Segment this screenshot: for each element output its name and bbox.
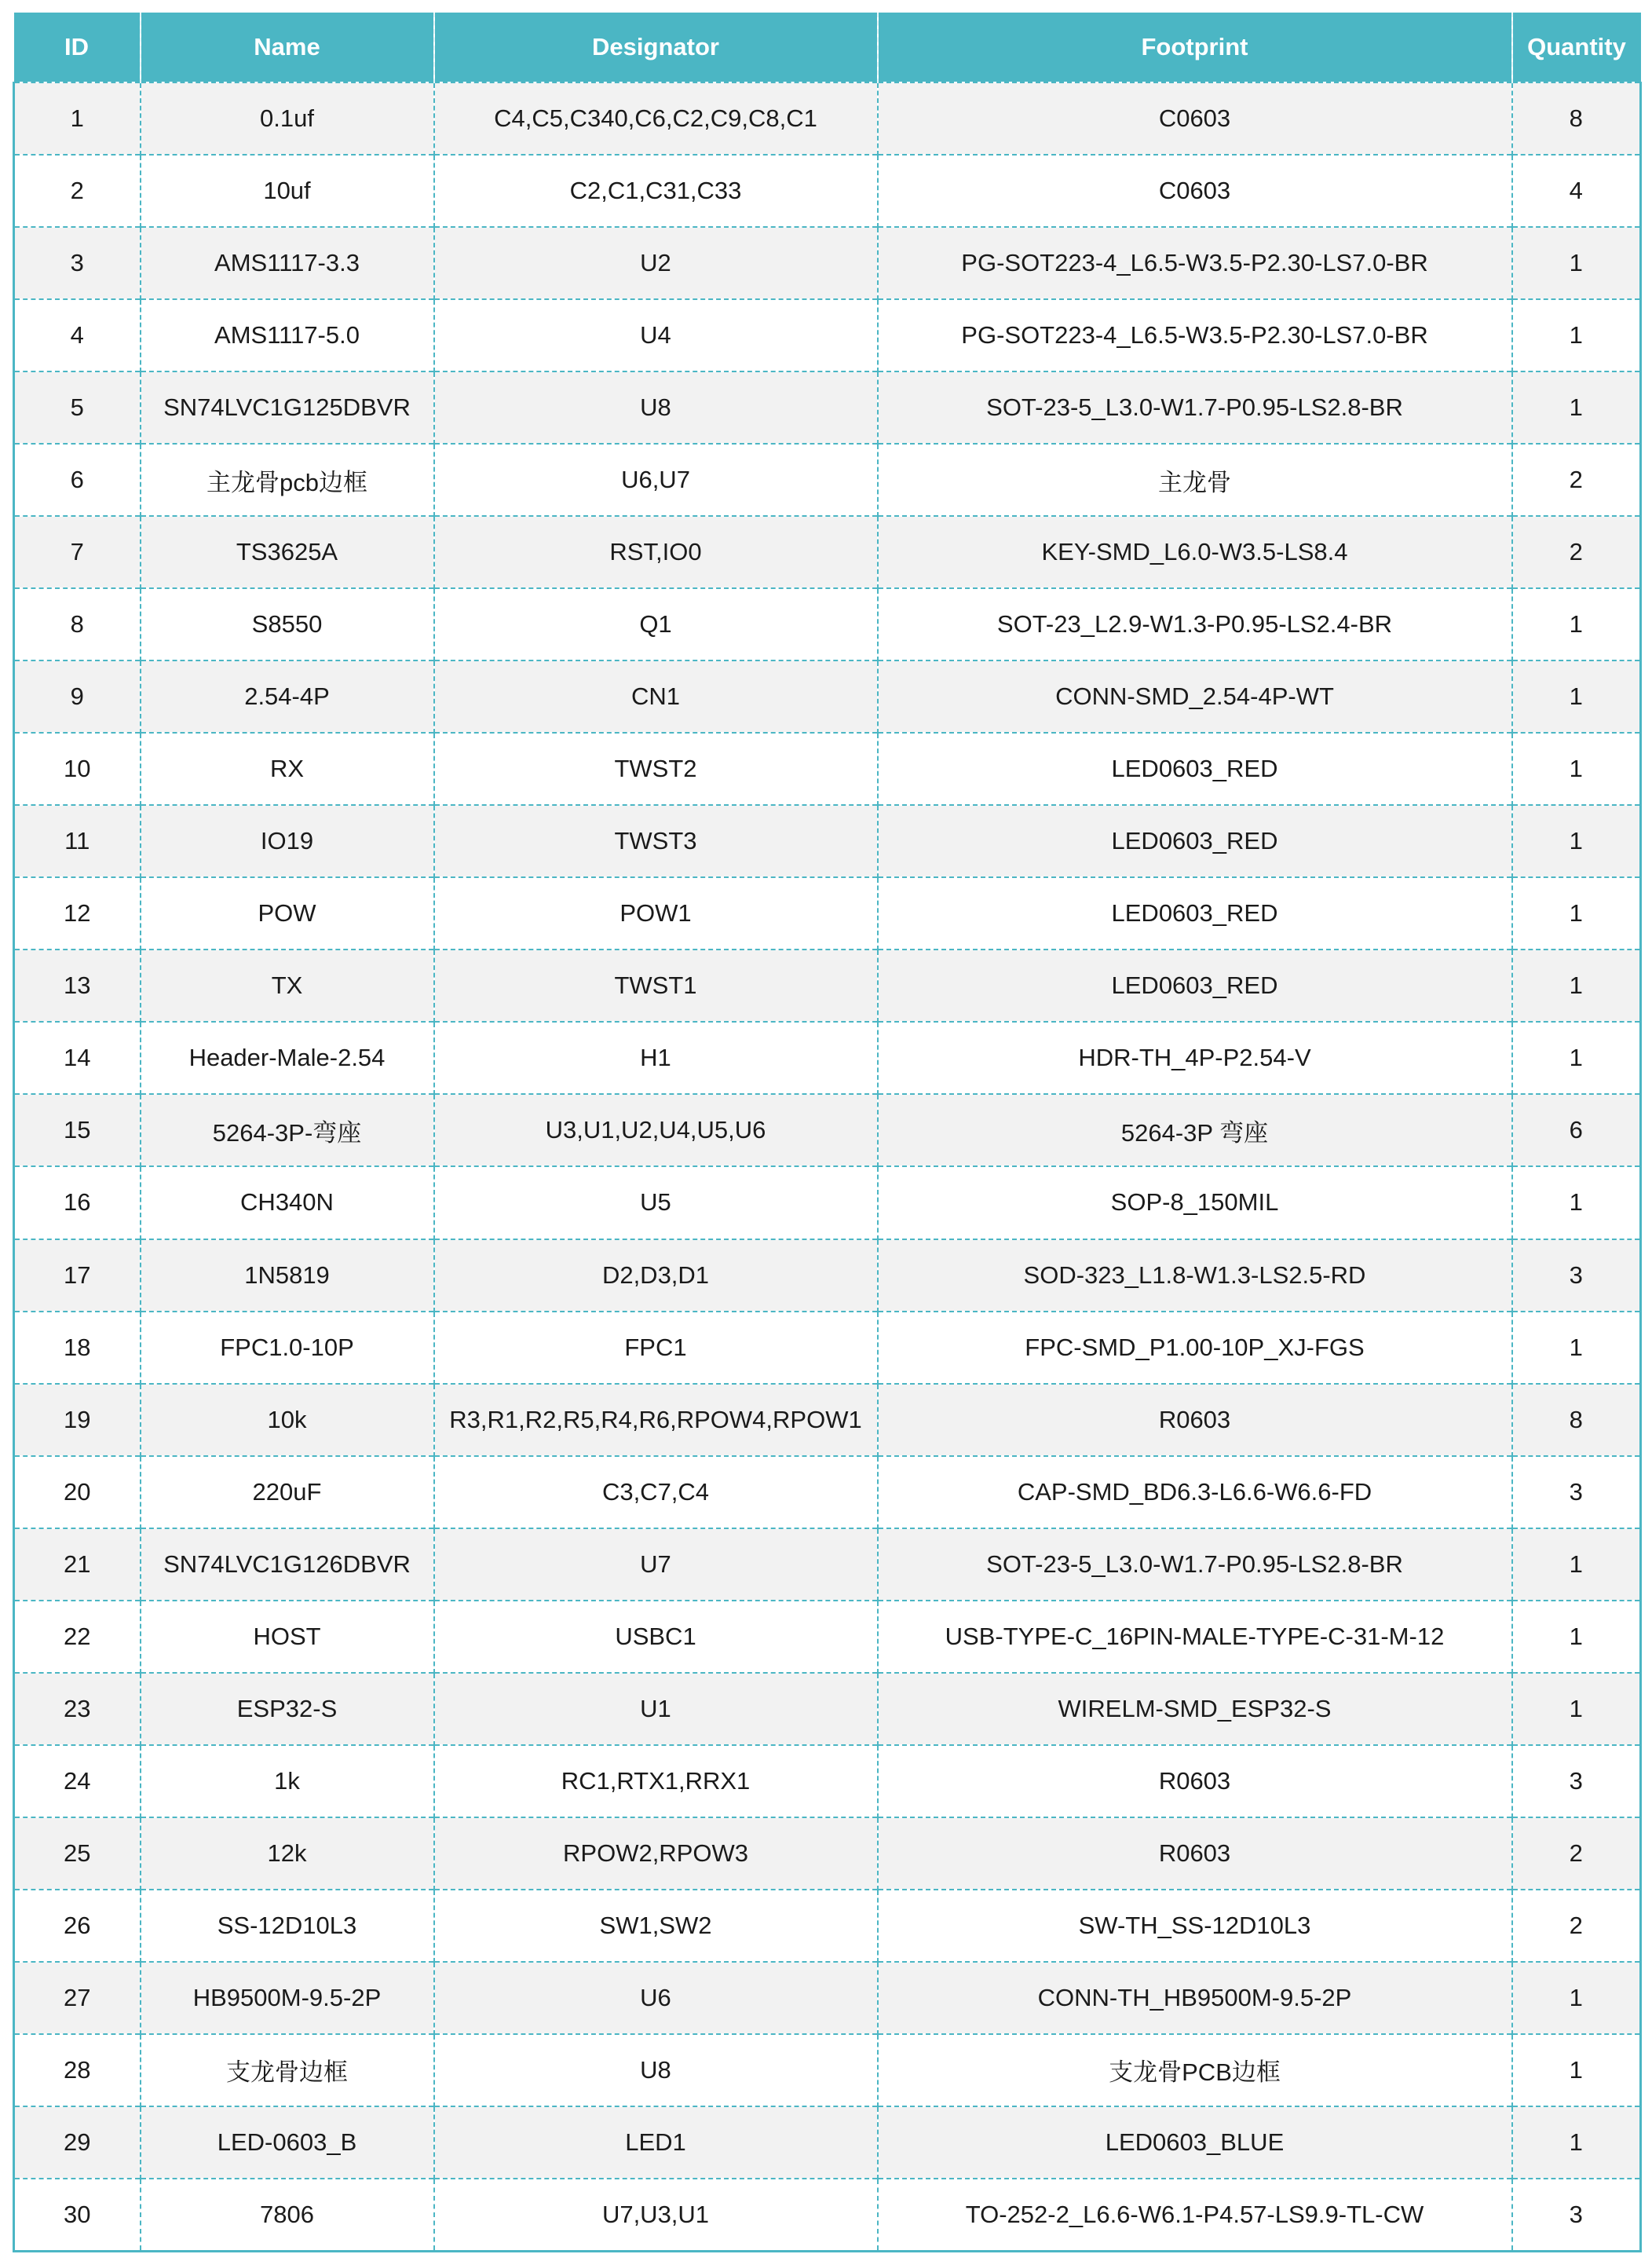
table-row[interactable] <box>14 1312 1641 1384</box>
cell-quantity: 3 <box>1512 1745 1641 1817</box>
header-row <box>14 13 1641 82</box>
cell-footprint: R0603 <box>878 1745 1512 1817</box>
table-row[interactable] <box>14 299 1641 371</box>
cell-designator: U6,U7 <box>434 444 878 516</box>
cell-name: SN74LVC1G125DBVR <box>141 371 434 444</box>
cell-designator: TWST2 <box>434 733 878 805</box>
cell-id: 4 <box>14 299 141 371</box>
cell-quantity: 8 <box>1512 82 1641 155</box>
cell-quantity: 2 <box>1512 1890 1641 1962</box>
cell-name: 12k <box>141 1817 434 1890</box>
cell-name: IO19 <box>141 805 434 877</box>
cell-footprint: HDR-TH_4P-P2.54-V <box>878 1022 1512 1094</box>
cell-footprint: PG-SOT223-4_L6.5-W3.5-P2.30-LS7.0-BR <box>878 299 1512 371</box>
cell-footprint: 5264-3P 弯座 <box>878 1094 1512 1166</box>
table-body <box>14 82 1641 2252</box>
cell-name: CH340N <box>141 1166 434 1239</box>
cell-id: 2 <box>14 155 141 227</box>
cell-id: 10 <box>14 733 141 805</box>
cell-id: 28 <box>14 2034 141 2106</box>
cell-name: ESP32-S <box>141 1673 434 1745</box>
cell-quantity: 1 <box>1512 371 1641 444</box>
cell-id: 27 <box>14 1962 141 2034</box>
cell-quantity: 1 <box>1512 660 1641 733</box>
cell-quantity: 1 <box>1512 227 1641 299</box>
cell-quantity: 2 <box>1512 516 1641 588</box>
cell-quantity: 8 <box>1512 1384 1641 1456</box>
cell-name: 220uF <box>141 1456 434 1528</box>
cell-id: 29 <box>14 2106 141 2179</box>
cell-designator: TWST3 <box>434 805 878 877</box>
cell-id: 23 <box>14 1673 141 1745</box>
cell-designator: H1 <box>434 1022 878 1094</box>
cell-footprint: SOT-23_L2.9-W1.3-P0.95-LS2.4-BR <box>878 588 1512 660</box>
cell-designator: RC1,RTX1,RRX1 <box>434 1745 878 1817</box>
cell-designator: C3,C7,C4 <box>434 1456 878 1528</box>
cell-footprint: R0603 <box>878 1384 1512 1456</box>
cell-footprint: LED0603_RED <box>878 733 1512 805</box>
table-row[interactable] <box>14 588 1641 660</box>
cell-id: 22 <box>14 1601 141 1673</box>
cell-quantity: 2 <box>1512 444 1641 516</box>
cell-quantity: 1 <box>1512 1673 1641 1745</box>
cell-name: 10uf <box>141 155 434 227</box>
cell-name: LED-0603_B <box>141 2106 434 2179</box>
cell-id: 19 <box>14 1384 141 1456</box>
cell-id: 17 <box>14 1239 141 1312</box>
cell-footprint: LED0603_BLUE <box>878 2106 1512 2179</box>
cell-designator: FPC1 <box>434 1312 878 1384</box>
cell-name: 1k <box>141 1745 434 1817</box>
cell-id: 12 <box>14 877 141 950</box>
cell-quantity: 1 <box>1512 299 1641 371</box>
cell-id: 13 <box>14 950 141 1022</box>
table-row[interactable] <box>14 227 1641 299</box>
cell-footprint: C0603 <box>878 82 1512 155</box>
cell-id: 16 <box>14 1166 141 1239</box>
table-row[interactable] <box>14 733 1641 805</box>
cell-footprint: LED0603_RED <box>878 950 1512 1022</box>
cell-designator: R3,R1,R2,R5,R4,R6,RPOW4,RPOW1 <box>434 1384 878 1456</box>
cell-quantity: 1 <box>1512 1312 1641 1384</box>
cell-quantity: 1 <box>1512 733 1641 805</box>
cell-designator: U3,U1,U2,U4,U5,U6 <box>434 1094 878 1166</box>
cell-footprint: CONN-TH_HB9500M-9.5-2P <box>878 1962 1512 2034</box>
table-row[interactable] <box>14 1817 1641 1890</box>
table-row[interactable] <box>14 1890 1641 1962</box>
cell-quantity: 1 <box>1512 588 1641 660</box>
cell-quantity: 1 <box>1512 877 1641 950</box>
cell-designator: LED1 <box>434 2106 878 2179</box>
cell-quantity: 1 <box>1512 1962 1641 2034</box>
bom-table <box>13 13 1642 2252</box>
cell-name: 5264-3P-弯座 <box>141 1094 434 1166</box>
cell-footprint: TO-252-2_L6.6-W6.1-P4.57-LS9.9-TL-CW <box>878 2179 1512 2252</box>
cell-designator: U8 <box>434 371 878 444</box>
cell-designator: POW1 <box>434 877 878 950</box>
cell-id: 14 <box>14 1022 141 1094</box>
cell-designator: USBC1 <box>434 1601 878 1673</box>
cell-id: 3 <box>14 227 141 299</box>
cell-designator: TWST1 <box>434 950 878 1022</box>
cell-id: 20 <box>14 1456 141 1528</box>
cell-id: 1 <box>14 82 141 155</box>
cell-quantity: 3 <box>1512 2179 1641 2252</box>
table-row[interactable] <box>14 1456 1641 1528</box>
cell-footprint: C0603 <box>878 155 1512 227</box>
cell-quantity: 1 <box>1512 1166 1641 1239</box>
cell-id: 5 <box>14 371 141 444</box>
cell-id: 6 <box>14 444 141 516</box>
cell-quantity: 2 <box>1512 1817 1641 1890</box>
table-row[interactable] <box>14 1528 1641 1601</box>
cell-name: FPC1.0-10P <box>141 1312 434 1384</box>
cell-name: TS3625A <box>141 516 434 588</box>
cell-footprint: KEY-SMD_L6.0-W3.5-LS8.4 <box>878 516 1512 588</box>
cell-designator: Q1 <box>434 588 878 660</box>
table-header <box>14 13 1641 82</box>
table-row[interactable] <box>14 950 1641 1022</box>
cell-id: 26 <box>14 1890 141 1962</box>
table-row[interactable] <box>14 1745 1641 1817</box>
table-row[interactable] <box>14 2034 1641 2106</box>
column-header-footprint[interactable]: Footprint <box>878 13 1512 82</box>
cell-id: 24 <box>14 1745 141 1817</box>
cell-footprint: FPC-SMD_P1.00-10P_XJ-FGS <box>878 1312 1512 1384</box>
cell-designator: U2 <box>434 227 878 299</box>
cell-designator: U8 <box>434 2034 878 2106</box>
cell-id: 15 <box>14 1094 141 1166</box>
cell-footprint: SW-TH_SS-12D10L3 <box>878 1890 1512 1962</box>
table-row[interactable] <box>14 82 1641 155</box>
table-row[interactable] <box>14 516 1641 588</box>
table-row[interactable] <box>14 155 1641 227</box>
cell-id: 25 <box>14 1817 141 1890</box>
cell-footprint: SOT-23-5_L3.0-W1.7-P0.95-LS2.8-BR <box>878 371 1512 444</box>
table-row[interactable] <box>14 1962 1641 2034</box>
cell-footprint: LED0603_RED <box>878 805 1512 877</box>
cell-footprint: SOT-23-5_L3.0-W1.7-P0.95-LS2.8-BR <box>878 1528 1512 1601</box>
cell-quantity: 1 <box>1512 1022 1641 1094</box>
cell-quantity: 1 <box>1512 2034 1641 2106</box>
cell-name: TX <box>141 950 434 1022</box>
table-row[interactable] <box>14 1094 1641 1166</box>
cell-designator: D2,D3,D1 <box>434 1239 878 1312</box>
cell-designator: U4 <box>434 299 878 371</box>
cell-name: 7806 <box>141 2179 434 2252</box>
cell-quantity: 6 <box>1512 1094 1641 1166</box>
cell-name: AMS1117-3.3 <box>141 227 434 299</box>
cell-designator: SW1,SW2 <box>434 1890 878 1962</box>
table-row[interactable] <box>14 444 1641 516</box>
cell-quantity: 1 <box>1512 1601 1641 1673</box>
cell-quantity: 1 <box>1512 805 1641 877</box>
cell-name: HB9500M-9.5-2P <box>141 1962 434 2034</box>
table-row[interactable] <box>14 1239 1641 1312</box>
cell-name: AMS1117-5.0 <box>141 299 434 371</box>
table-row[interactable] <box>14 1166 1641 1239</box>
cell-designator: U7 <box>434 1528 878 1601</box>
cell-name: HOST <box>141 1601 434 1673</box>
cell-quantity: 4 <box>1512 155 1641 227</box>
cell-footprint: USB-TYPE-C_16PIN-MALE-TYPE-C-31-M-12 <box>878 1601 1512 1673</box>
cell-name: S8550 <box>141 588 434 660</box>
column-header-designator[interactable]: Designator <box>434 13 878 82</box>
table-row[interactable] <box>14 877 1641 950</box>
cell-designator: U5 <box>434 1166 878 1239</box>
cell-id: 21 <box>14 1528 141 1601</box>
table-row[interactable] <box>14 1673 1641 1745</box>
cell-name: 0.1uf <box>141 82 434 155</box>
cell-name: 1N5819 <box>141 1239 434 1312</box>
cell-name: SS-12D10L3 <box>141 1890 434 1962</box>
cell-designator: U7,U3,U1 <box>434 2179 878 2252</box>
cell-designator: U6 <box>434 1962 878 2034</box>
cell-id: 11 <box>14 805 141 877</box>
cell-designator: C2,C1,C31,C33 <box>434 155 878 227</box>
cell-name: POW <box>141 877 434 950</box>
cell-id: 9 <box>14 660 141 733</box>
table-row[interactable] <box>14 1601 1641 1673</box>
cell-id: 8 <box>14 588 141 660</box>
cell-quantity: 3 <box>1512 1456 1641 1528</box>
cell-name: SN74LVC1G126DBVR <box>141 1528 434 1601</box>
cell-name: 2.54-4P <box>141 660 434 733</box>
cell-name: 支龙骨边框 <box>141 2034 434 2106</box>
cell-quantity: 3 <box>1512 1239 1641 1312</box>
column-header-quantity[interactable]: Quantity <box>1512 13 1641 82</box>
cell-name: 主龙骨pcb边框 <box>141 444 434 516</box>
cell-name: RX <box>141 733 434 805</box>
cell-id: 7 <box>14 516 141 588</box>
cell-quantity: 1 <box>1512 2106 1641 2179</box>
table-row[interactable] <box>14 660 1641 733</box>
cell-designator: RST,IO0 <box>434 516 878 588</box>
cell-footprint: SOP-8_150MIL <box>878 1166 1512 1239</box>
cell-footprint: WIRELM-SMD_ESP32-S <box>878 1673 1512 1745</box>
cell-footprint: 支龙骨PCB边框 <box>878 2034 1512 2106</box>
cell-footprint: LED0603_RED <box>878 877 1512 950</box>
column-header-name[interactable]: Name <box>141 13 434 82</box>
cell-designator: U1 <box>434 1673 878 1745</box>
cell-footprint: PG-SOT223-4_L6.5-W3.5-P2.30-LS7.0-BR <box>878 227 1512 299</box>
cell-designator: C4,C5,C340,C6,C2,C9,C8,C1 <box>434 82 878 155</box>
cell-footprint: CONN-SMD_2.54-4P-WT <box>878 660 1512 733</box>
cell-id: 18 <box>14 1312 141 1384</box>
cell-id: 30 <box>14 2179 141 2252</box>
table-row[interactable] <box>14 1384 1641 1456</box>
cell-footprint: 主龙骨 <box>878 444 1512 516</box>
cell-designator: RPOW2,RPOW3 <box>434 1817 878 1890</box>
cell-footprint: R0603 <box>878 1817 1512 1890</box>
table-row[interactable] <box>14 2179 1641 2252</box>
cell-designator: CN1 <box>434 660 878 733</box>
table-row[interactable] <box>14 2106 1641 2179</box>
cell-quantity: 1 <box>1512 1528 1641 1601</box>
table-row[interactable] <box>14 371 1641 444</box>
cell-footprint: SOD-323_L1.8-W1.3-LS2.5-RD <box>878 1239 1512 1312</box>
table-row[interactable] <box>14 1022 1641 1094</box>
cell-name: 10k <box>141 1384 434 1456</box>
cell-footprint: CAP-SMD_BD6.3-L6.6-W6.6-FD <box>878 1456 1512 1528</box>
table-row[interactable] <box>14 805 1641 877</box>
cell-quantity: 1 <box>1512 950 1641 1022</box>
column-header-id[interactable]: ID <box>14 13 141 82</box>
cell-name: Header-Male-2.54 <box>141 1022 434 1094</box>
